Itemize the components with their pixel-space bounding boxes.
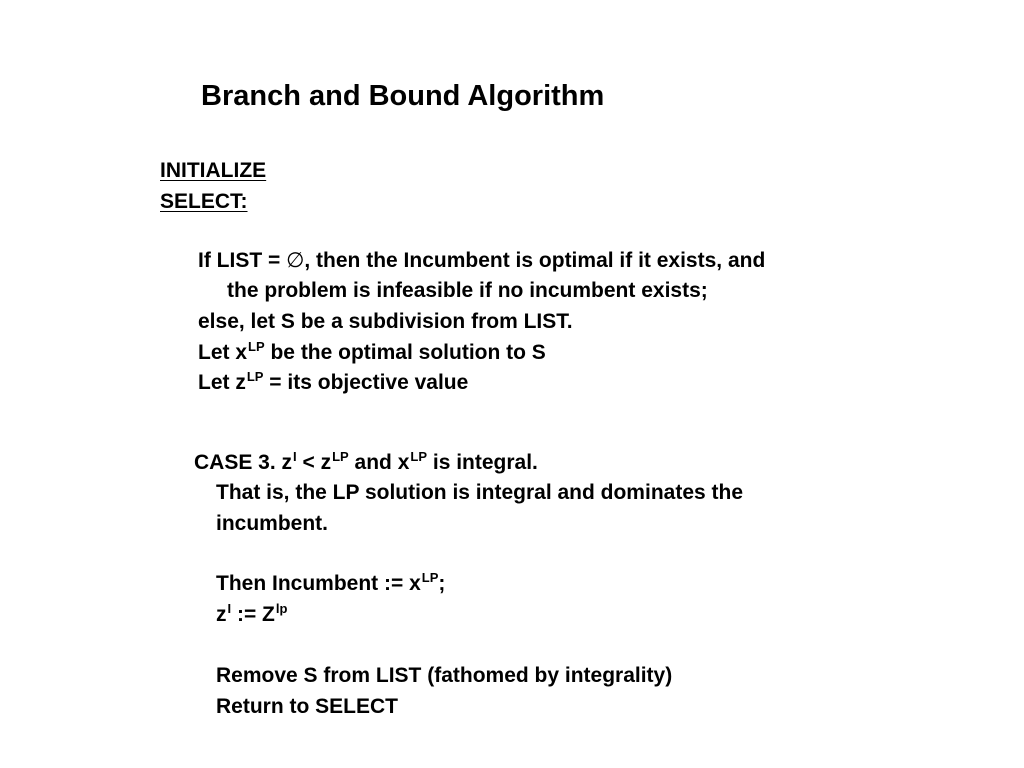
initialize-label: INITIALIZE xyxy=(160,159,267,182)
case-desc-line-2: incumbent. xyxy=(216,512,329,535)
case-return-line: Return to SELECT xyxy=(216,695,398,718)
case-assign-line: $z^I$ := $Z^{lp}$ xyxy=(216,601,288,626)
case-heading: CASE 3. $z^I < z^{LP}$ and $x^{LP}$ is integral. xyxy=(194,449,538,474)
select-line-3: else, let S be a subdivision from LIST. xyxy=(198,310,573,333)
select-line-4: Let $x^{LP}$ be the optimal solution to S xyxy=(198,339,546,364)
case-then-line: Then Incumbent := $x^{LP}$; xyxy=(216,570,446,595)
empty-set-symbol: ∅ xyxy=(286,249,305,272)
select-line-5: Let $z^{LP}$ = its objective value xyxy=(198,369,469,394)
case-desc-line-1: That is, the LP solution is integral and dominates the xyxy=(216,481,744,504)
select-label: SELECT: xyxy=(160,190,248,213)
select-line-1: If LIST = ∅, then the Incumbent is optimal if it exists, and xyxy=(198,249,766,272)
case-remove-line: Remove S from LIST (fathomed by integrality) xyxy=(216,664,673,687)
page-title: Branch and Bound Algorithm xyxy=(201,80,605,112)
select-line-2: the problem is infeasible if no incumbent exists; xyxy=(227,279,708,302)
